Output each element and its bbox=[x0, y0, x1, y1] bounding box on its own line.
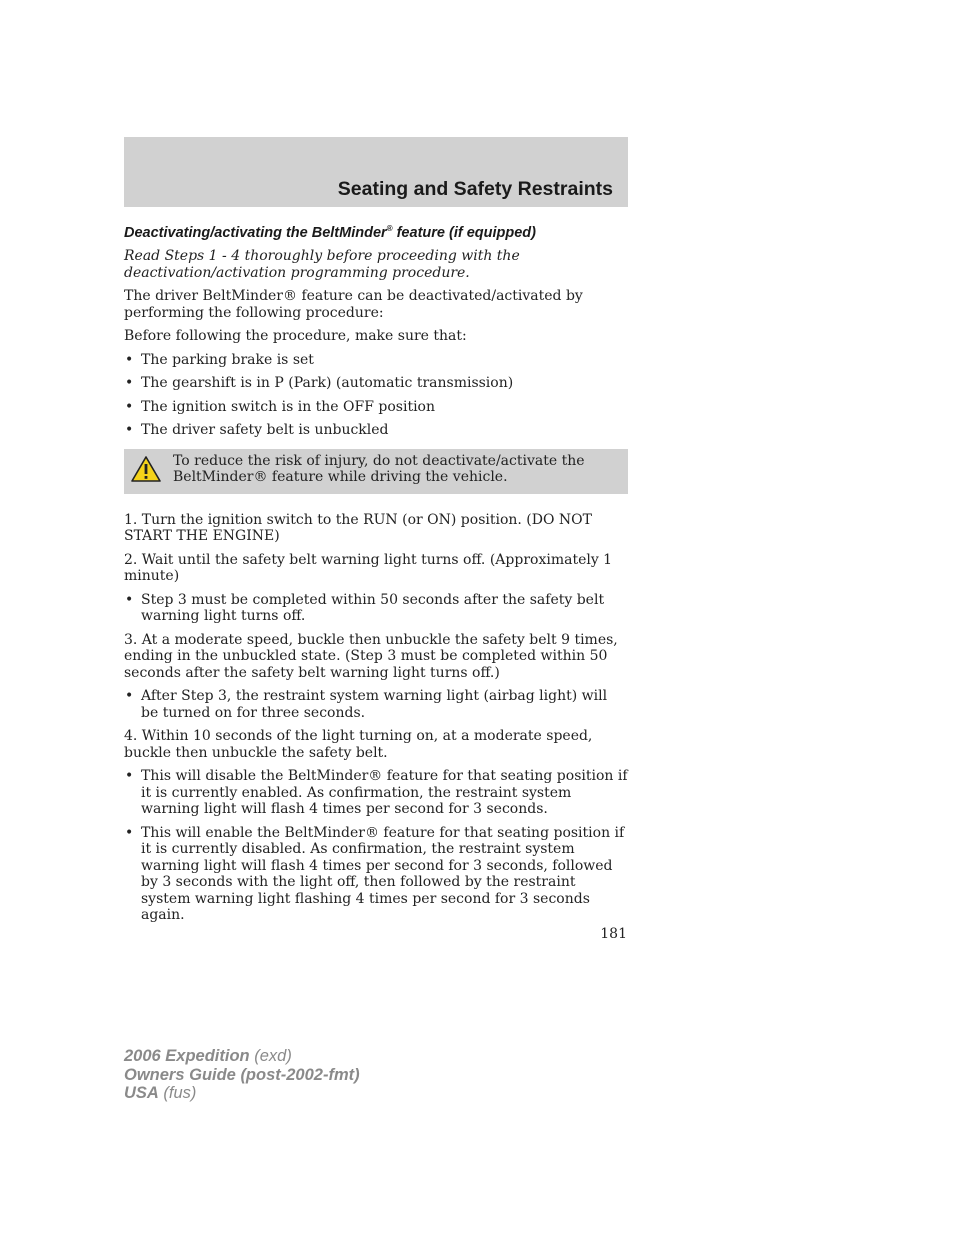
document-footer bbox=[124, 1047, 360, 1103]
list-item: • The gearshift is in P (Park) (automatic transmission) bbox=[125, 375, 514, 392]
step-2: 2. Wait until the safety belt warning light turns off. (Approximately 1 minute) bbox=[124, 551, 613, 585]
step-4: 4. Within 10 seconds of the light turning on, at a moderate speed, buckle then unbuckle the safety belt. bbox=[124, 728, 593, 761]
intro-paragraph: The driver BeltMinder® feature can be deactivated/activated by performing the following procedure: bbox=[124, 288, 583, 321]
step-3-notes bbox=[124, 688, 628, 721]
step-1: 1. Turn the ignition switch to the RUN (or ON) position. (DO NOT START THE ENGINE) bbox=[124, 511, 592, 545]
warning-text: To reduce the risk of injury, do not deactivate/activate the BeltMinder® feature while driving the vehicle. bbox=[173, 452, 585, 486]
warning-triangle-icon bbox=[130, 455, 162, 483]
subsection-heading: Deactivating/activating the BeltMinder® feature (if equipped) bbox=[124, 224, 536, 241]
list-item: • This will enable the BeltMinder® feature for that seating position if it is currently disabled. As confirmation, the restraint system warning light will flash 4 times per second for 3 seconds, followed by 3 seconds with the light off, then followed by the restraint system warning light flashing 4 times per second for 3 seconds again. bbox=[125, 824, 625, 924]
list-item: • The parking brake is set bbox=[125, 351, 314, 368]
page-number: 181 bbox=[600, 926, 627, 942]
list-item: • This will disable the BeltMinder® feature for that seating position if it is currently enabled. As confirmation, the restraint system warning light will flash 4 times per second for 3 seconds. bbox=[125, 768, 628, 818]
section-header-band bbox=[124, 137, 628, 207]
list-item: • The driver safety belt is unbuckled bbox=[125, 422, 389, 439]
step-4-notes bbox=[124, 768, 628, 924]
list-item: • After Step 3, the restraint system warning light (airbag light) will be turned on for three seconds. bbox=[125, 688, 608, 721]
section-title: Seating and Safety Restraints bbox=[337, 178, 613, 200]
footer-line-1: 2006 Expedition (exd) bbox=[124, 1047, 292, 1065]
step-2-notes bbox=[124, 592, 628, 625]
before-paragraph: Before following the procedure, make sure that: bbox=[124, 328, 467, 345]
conditions-list bbox=[124, 352, 628, 439]
step-3: 3. At a moderate speed, buckle then unbuckle the safety belt 9 times, ending in the unbuckled state. (Step 3 must be completed within 50 seconds after the safety belt warning light turns off.) bbox=[124, 631, 618, 681]
warning-box bbox=[124, 449, 628, 494]
footer-line-3: USA (fus) bbox=[124, 1084, 197, 1102]
page-content bbox=[124, 219, 628, 931]
list-item: • The ignition switch is in the OFF position bbox=[125, 398, 435, 415]
footer-line-2: Owners Guide (post-2002-fmt) bbox=[124, 1065, 360, 1084]
intro-italic-paragraph: Read Steps 1 - 4 thoroughly before proceeding with the deactivation/activation programming procedure. bbox=[124, 248, 520, 281]
list-item: • Step 3 must be completed within 50 seconds after the safety belt warning light turns off. bbox=[125, 591, 605, 625]
